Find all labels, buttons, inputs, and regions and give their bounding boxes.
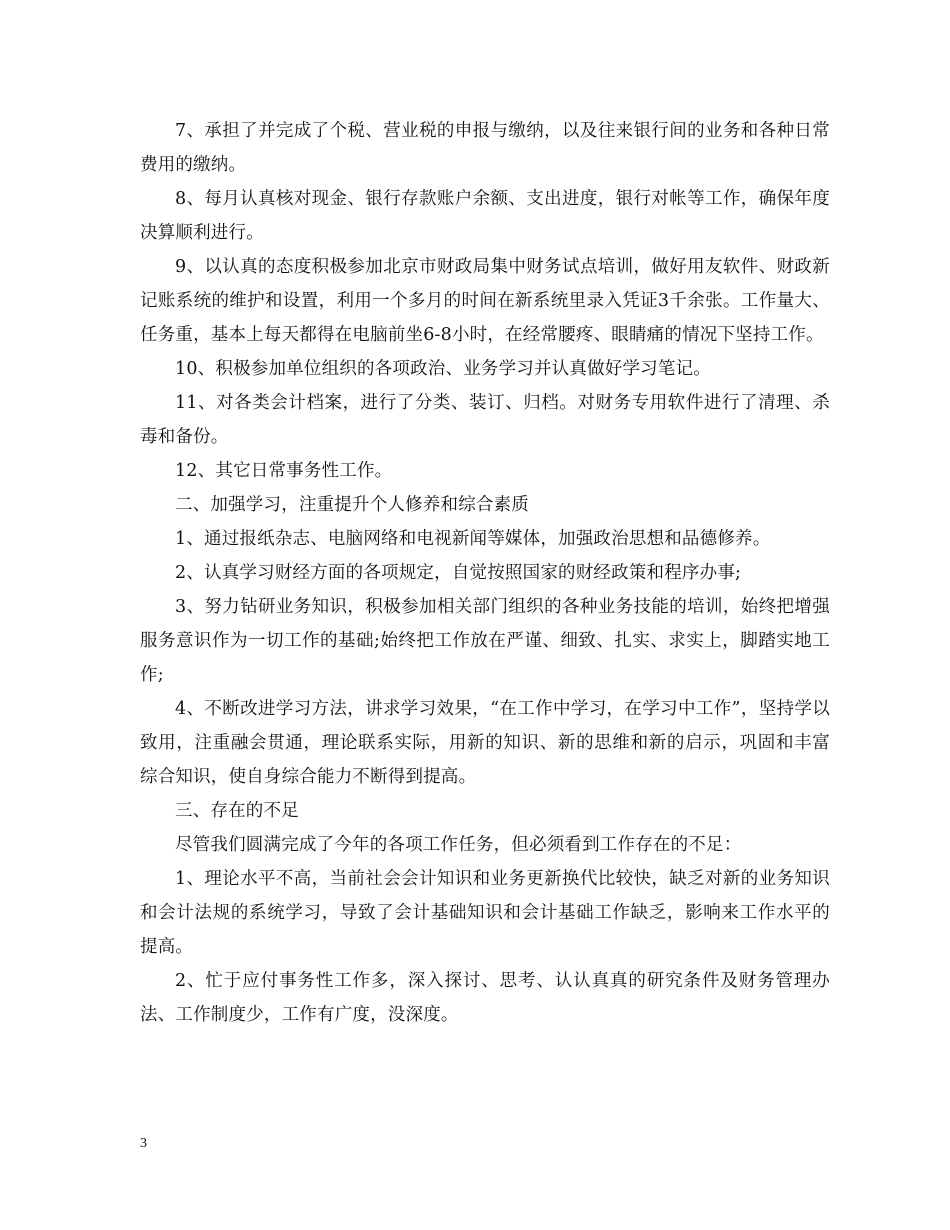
document-body: [140, 114, 830, 1032]
paragraph-item-7: 7、承担了并完成了个税、营业税的申报与缴纳，以及往来银行间的业务和各种日常费用的缴纳。: [140, 121, 830, 175]
section-heading-shortcomings: 三、存在的不足: [175, 801, 299, 821]
shortcoming-item-2: 2、忙于应付事务性工作多，深入探讨、思考、认认真真的研究条件及财务管理办法、工作制度少，工作有广度，没深度。: [140, 971, 830, 1025]
paragraph-item-8: 8、每月认真核对现金、银行存款账户余额、支出进度，银行对帐等工作，确保年度决算顺利进行。: [140, 189, 830, 243]
study-item-3: 3、努力钻研业务知识，积极参加相关部门组织的各种业务技能的培训，始终把增强服务意识作为一切工作的基础;始终把工作放在严谨、细致、扎实、求实上，脚踏实地工作;: [140, 597, 830, 685]
shortcomings-intro: 尽管我们圆满完成了今年的各项工作任务，但必须看到工作存在的不足：: [175, 835, 742, 855]
paragraph-item-10: 10、积极参加单位组织的各项政治、业务学习并认真做好学习笔记。: [175, 359, 711, 379]
study-item-2: 2、认真学习财经方面的各项规定，自觉按照国家的财经政策和程序办事;: [175, 563, 742, 583]
paragraph-item-12: 12、其它日常事务性工作。: [175, 461, 393, 481]
section-heading-study: 二、加强学习，注重提升个人修养和综合素质: [175, 495, 529, 515]
study-item-1: 1、通过报纸杂志、电脑网络和电视新闻等媒体，加强政治思想和品德修养。: [175, 529, 771, 549]
shortcoming-item-1: 1、理论水平不高，当前社会会计知识和业务更新换代比较快，缺乏对新的业务知识和会计法规的系统学习，导致了会计基础知识和会计基础工作缺乏，影响来工作水平的提高。: [140, 869, 830, 957]
page-number: 3: [140, 1136, 147, 1151]
study-item-4: 4、不断改进学习方法，讲求学习效果，“在工作中学习，在学习中工作”，坚持学以致用，注重融会贯通，理论联系实际，用新的知识、新的思维和新的启示，巩固和丰富综合知识，使自身综合能力不断得到提高。: [140, 699, 830, 787]
paragraph-item-11: 11、对各类会计档案，进行了分类、装订、归档。对财务专用软件进行了清理、杀毒和备份。: [140, 393, 830, 447]
paragraph-item-9: 9、以认真的态度积极参加北京市财政局集中财务试点培训，做好用友软件、财政新记账系统的维护和设置，利用一个多月的时间在新系统里录入凭证3千余张。工作量大、任务重，基本上每天都得在电脑前坐6-8小时，在经常腰疼、眼睛痛的情况下坚持工作。: [140, 257, 830, 345]
